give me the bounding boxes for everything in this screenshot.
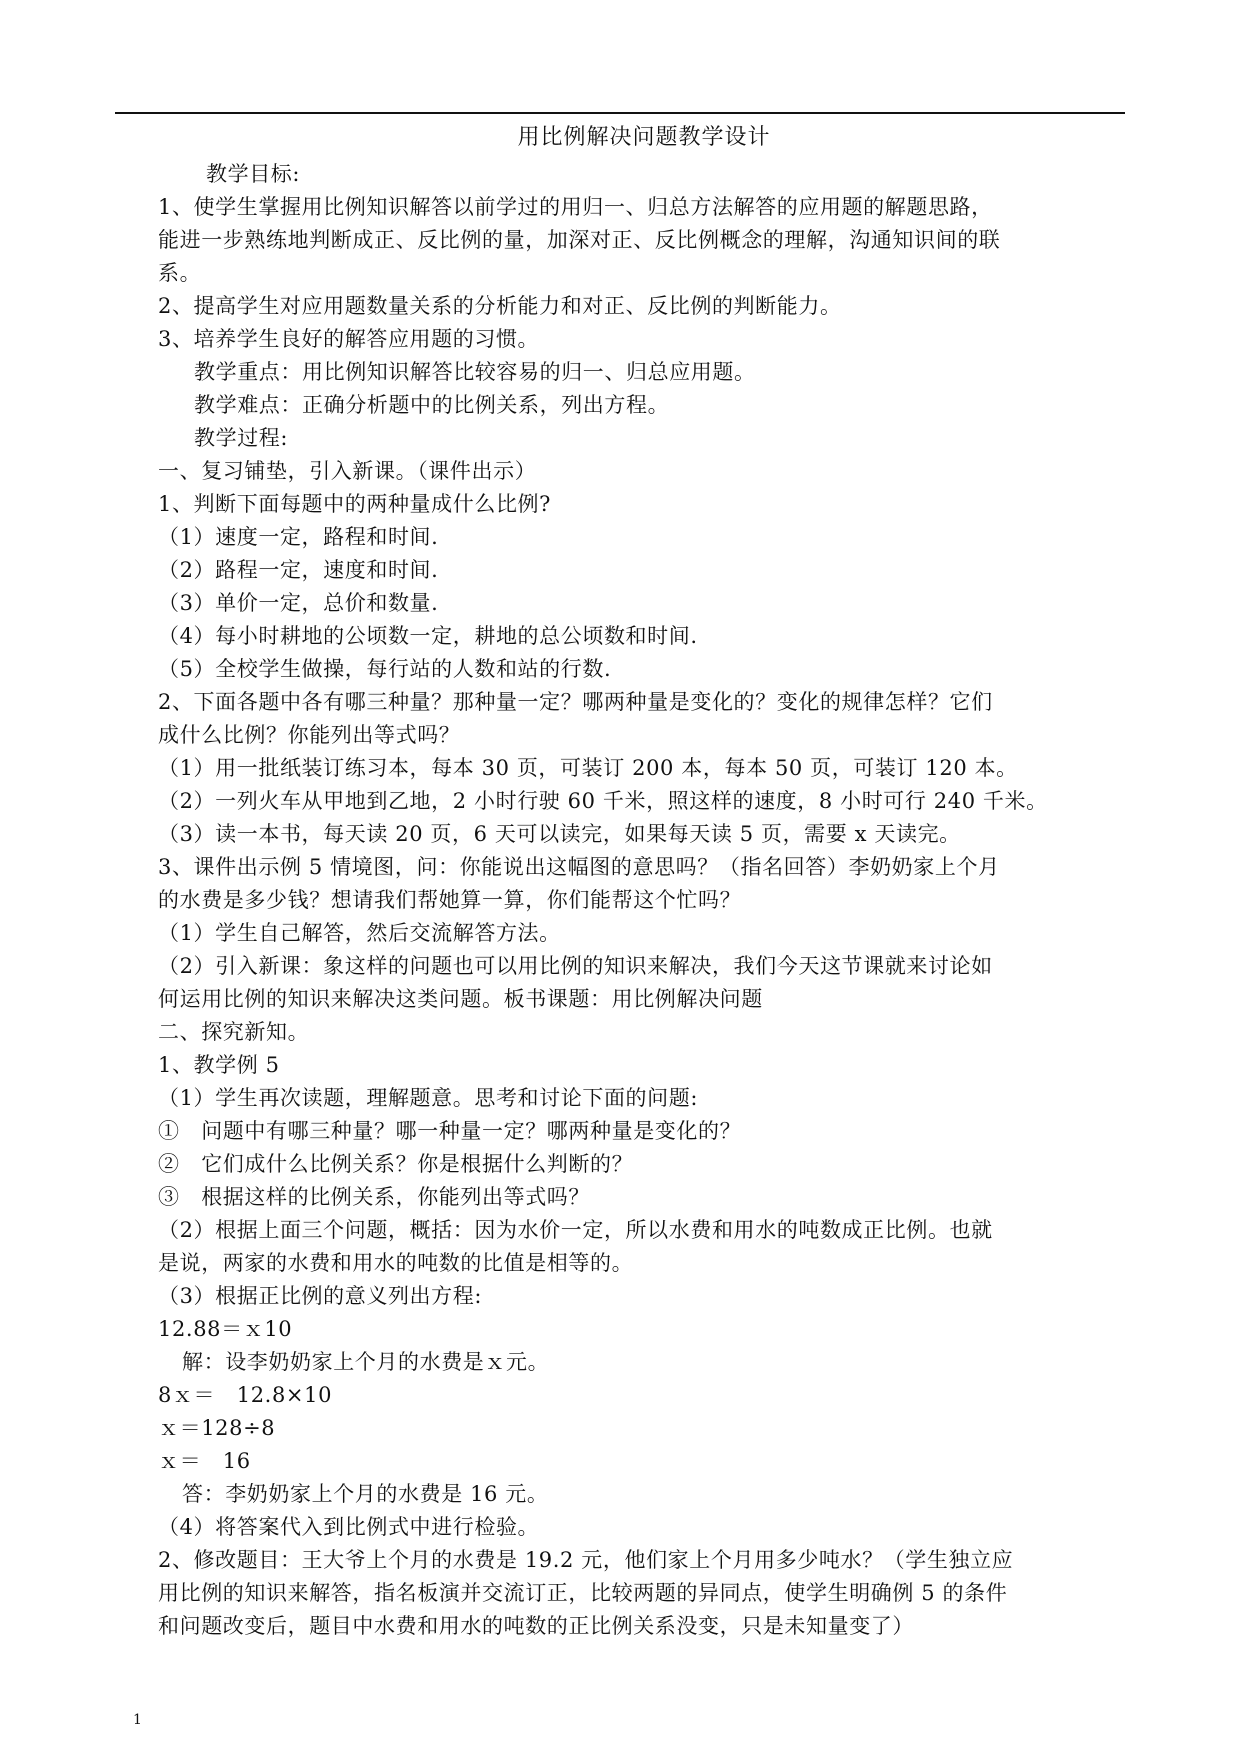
- list-item: （3）读一本书，每天读 20 页，6 天可以读完，如果每天读 5 页，需要 x 天读完。: [158, 822, 961, 846]
- equation-line: ｘ＝128÷8: [158, 1416, 276, 1440]
- list-item: （1）学生自己解答，然后交流解答方法。: [158, 921, 561, 945]
- text-line: 2、修改题目：王大爷上个月的水费是 19.2 元，他们家上个月用多少吨水？（学生独立应: [158, 1548, 1014, 1572]
- list-item: ② 它们成什么比例关系？你是根据什么判断的？: [158, 1152, 634, 1176]
- text-line: 3、培养学生良好的解答应用题的习惯。: [158, 327, 540, 351]
- text-line: 教学难点：正确分析题中的比例关系，列出方程。: [194, 393, 670, 417]
- text-line: 何运用比例的知识来解决这类问题。板书课题：用比例解决问题: [158, 987, 763, 1011]
- page-number: 1: [133, 1712, 142, 1728]
- text-line: 2、提高学生对应用题数量关系的分析能力和对正、反比例的判断能力。: [158, 294, 842, 318]
- text-line: 成什么比例？你能列出等式吗？: [158, 723, 461, 747]
- text-line: 2、下面各题中各有哪三种量？那种量一定？哪两种量是变化的？变化的规律怎样？它们: [158, 690, 993, 714]
- text-line: 教学过程:: [194, 426, 289, 450]
- list-item: （2）路程一定，速度和时间.: [158, 558, 439, 582]
- text-line: 能进一步熟练地判断成正、反比例的量，加深对正、反比例概念的理解，沟通知识间的联: [158, 228, 1001, 252]
- list-item: （3）根据正比例的意义列出方程:: [158, 1284, 483, 1308]
- list-item: （1）学生再次读题，理解题意。思考和讨论下面的问题:: [158, 1086, 699, 1110]
- list-item: ③ 根据这样的比例关系，你能列出等式吗？: [158, 1185, 590, 1209]
- section-heading: 二、探究新知。: [158, 1020, 310, 1044]
- text-line: 3、课件出示例 5 情境图，问：你能说出这幅图的意思吗？（指名回答）李奶奶家上个月: [158, 855, 1000, 879]
- equation-line: 8ｘ＝ 12.8×10: [158, 1383, 333, 1407]
- list-item: （2）引入新课：象这样的问题也可以用比例的知识来解决，我们今天这节课就来讨论如: [158, 954, 993, 978]
- text-line: 和问题改变后，题目中水费和用水的吨数的正比例关系没变，只是未知量变了）: [158, 1614, 914, 1638]
- answer-line: 答：李奶奶家上个月的水费是 16 元。: [182, 1482, 549, 1506]
- text-line: 的水费是多少钱？想请我们帮她算一算，你们能帮这个忙吗？: [158, 888, 742, 912]
- text-line: 1、判断下面每题中的两种量成什么比例?: [158, 492, 552, 516]
- list-item: （4）每小时耕地的公顷数一定，耕地的总公顷数和时间.: [158, 624, 698, 648]
- list-item: （2）根据上面三个问题，概括：因为水价一定，所以水费和用水的吨数成正比例。也就: [158, 1218, 993, 1242]
- list-item: （4）将答案代入到比例式中进行检验。: [158, 1515, 540, 1539]
- list-item: （1）用一批纸装订练习本，每本 30 页，可装订 200 本，每本 50 页，可装订 120 本。: [158, 756, 1018, 780]
- list-item: ① 问题中有哪三种量？哪一种量一定？哪两种量是变化的？: [158, 1119, 742, 1143]
- list-item: （2）一列火车从甲地到乙地，2 小时行驶 60 千米，照这样的速度，8 小时可行 240 千米。: [158, 789, 1048, 813]
- text-line: 教学重点：用比例知识解答比较容易的归一、归总应用题。: [194, 360, 756, 384]
- text-line: 用比例的知识来解答，指名板演并交流订正，比较两题的异同点，使学生明确例 5 的条件: [158, 1581, 1008, 1605]
- list-item: （1）速度一定，路程和时间.: [158, 525, 439, 549]
- list-item: （3）单价一定，总价和数量.: [158, 591, 439, 615]
- header-rule: [115, 112, 1125, 114]
- equation-line: 12.88＝ｘ10: [158, 1317, 293, 1341]
- text-line: 1、使学生掌握用比例知识解答以前学过的用归一、归总方法解答的应用题的解题思路，: [158, 195, 993, 219]
- text-line: 是说，两家的水费和用水的吨数的比值是相等的。: [158, 1251, 634, 1275]
- document-body: [158, 118, 1130, 1643]
- list-item: （5）全校学生做操，每行站的人数和站的行数.: [158, 657, 612, 681]
- document-title: 用比例解决问题教学设计: [517, 125, 771, 150]
- text-line: 系。: [158, 261, 202, 285]
- text-line: 1、教学例 5: [158, 1053, 280, 1077]
- equation-line: ｘ＝ 16: [158, 1449, 251, 1473]
- text-line: 教学目标:: [206, 162, 301, 186]
- section-heading: 一、复习铺垫，引入新课。（课件出示）: [158, 459, 537, 483]
- solution-line: 解：设李奶奶家上个月的水费是ｘ元。: [182, 1350, 550, 1374]
